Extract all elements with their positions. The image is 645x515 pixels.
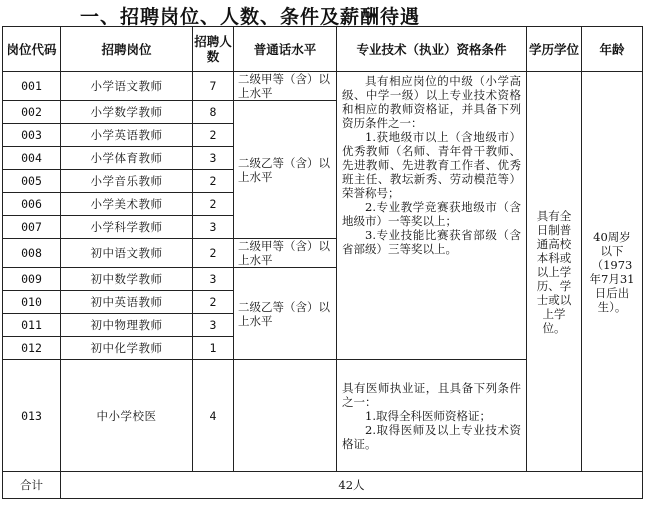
post-code: 012 xyxy=(3,337,61,360)
mandarin-level: 二级甲等（含）以上水平 xyxy=(234,72,337,101)
post-count: 3 xyxy=(193,314,234,337)
header-post: 招聘岗位 xyxy=(61,27,193,72)
post-code: 005 xyxy=(3,170,61,193)
total-row xyxy=(3,472,643,499)
table-row xyxy=(3,72,643,101)
post-name: 初中数学教师 xyxy=(61,268,193,291)
post-code: 009 xyxy=(3,268,61,291)
post-code: 006 xyxy=(3,193,61,216)
qualification-item: 2.取得医师及以上专业技术资格证。 xyxy=(342,422,521,451)
post-code: 003 xyxy=(3,124,61,147)
qualification-intro: 具有医师执业证，且具备下列条件之一： xyxy=(342,380,521,409)
post-count: 2 xyxy=(193,291,234,314)
qualification-item: 3.专业技能比赛获省部级（含省部级）三等奖以上。 xyxy=(342,228,521,256)
post-code: 002 xyxy=(3,101,61,124)
post-name: 小学英语教师 xyxy=(61,124,193,147)
post-name: 初中化学教师 xyxy=(61,337,193,360)
post-count: 4 xyxy=(193,360,234,472)
mandarin-level: 二级甲等（含）以上水平 xyxy=(234,239,337,268)
header-count: 招聘人数 xyxy=(193,27,234,72)
doctor-qualification xyxy=(337,360,527,472)
header-education: 学历学位 xyxy=(527,27,582,72)
post-code: 001 xyxy=(3,72,61,101)
post-count: 2 xyxy=(193,170,234,193)
post-count: 2 xyxy=(193,124,234,147)
post-count: 3 xyxy=(193,216,234,239)
post-name: 小学科学教师 xyxy=(61,216,193,239)
header-age: 年龄 xyxy=(582,27,643,72)
teacher-qualification xyxy=(337,72,527,360)
post-count: 3 xyxy=(193,147,234,170)
post-name: 小学音乐教师 xyxy=(61,170,193,193)
post-name: 小学数学教师 xyxy=(61,101,193,124)
post-count: 2 xyxy=(193,239,234,268)
qualification-item: 1.取得全科医师资格证； xyxy=(365,408,491,423)
header-code: 岗位代码 xyxy=(3,27,61,72)
post-code: 010 xyxy=(3,291,61,314)
post-name: 初中英语教师 xyxy=(61,291,193,314)
post-count: 3 xyxy=(193,268,234,291)
total-label: 合计 xyxy=(3,472,61,499)
age-requirement: 40周岁以下（1973年7月31日后出生）。 xyxy=(582,72,643,472)
post-count: 8 xyxy=(193,101,234,124)
qualification-intro: 具有相应岗位的中级（小学高级、中学一级）以上专业技术资格和相应的教师资格证，并具备下列资历条件之一： xyxy=(342,74,521,130)
post-code: 013 xyxy=(3,360,61,472)
post-name: 小学语文教师 xyxy=(61,72,193,101)
post-count: 7 xyxy=(193,72,234,101)
recruitment-table xyxy=(2,26,643,499)
header-mandarin: 普通话水平 xyxy=(234,27,337,72)
header-row xyxy=(3,27,643,72)
post-code: 008 xyxy=(3,239,61,268)
post-name: 初中物理教师 xyxy=(61,314,193,337)
post-code: 007 xyxy=(3,216,61,239)
post-name: 小学美术教师 xyxy=(61,193,193,216)
post-code: 004 xyxy=(3,147,61,170)
mandarin-level: 二级乙等（含）以上水平 xyxy=(234,268,337,360)
post-code: 011 xyxy=(3,314,61,337)
header-qualification: 专业技术（执业）资格条件 xyxy=(337,27,527,72)
total-value: 42人 xyxy=(61,472,643,499)
mandarin-level: 二级乙等（含）以上水平 xyxy=(234,101,337,239)
education-requirement: 具有全日制普通高校本科或以上学历、学士或以上学位。 xyxy=(527,72,582,472)
post-count: 1 xyxy=(193,337,234,360)
post-count: 2 xyxy=(193,193,234,216)
qualification-item: 1.获地级市以上（含地级市）优秀教师（名师、青年骨干教师、先进教师、先进教育工作者、优秀班主任、教坛新秀、劳动模范等）荣誉称号； xyxy=(342,130,521,200)
post-name: 初中语文教师 xyxy=(61,239,193,268)
mandarin-level-empty xyxy=(234,360,337,472)
post-name: 中小学校医 xyxy=(61,360,193,472)
post-name: 小学体育教师 xyxy=(61,147,193,170)
qualification-item: 2.专业教学竞赛获地级市（含地级市）一等奖以上； xyxy=(342,200,521,228)
page-title: 一、招聘岗位、人数、条件及薪酬待遇 xyxy=(80,6,421,28)
